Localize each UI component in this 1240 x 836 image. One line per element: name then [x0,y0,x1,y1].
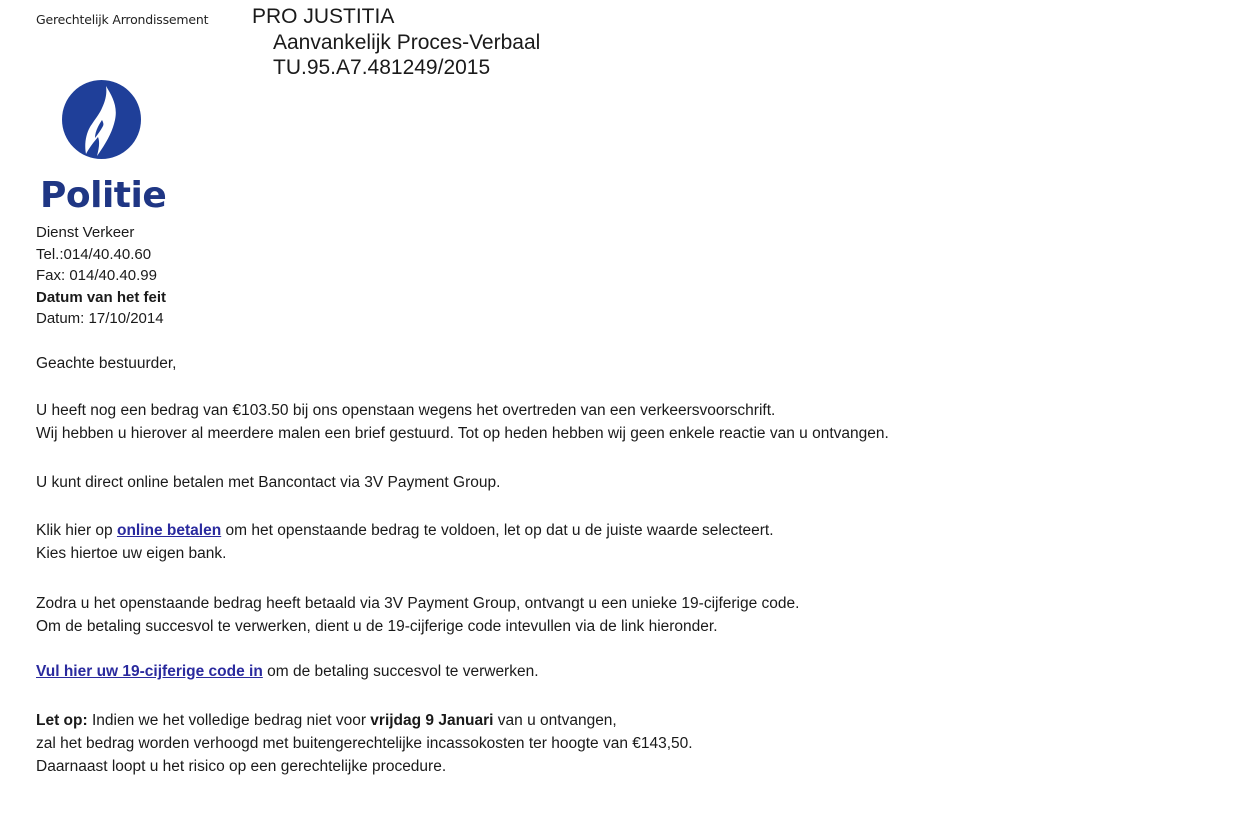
text: Indien we het volledige bedrag niet voor [87,712,371,729]
paragraph-warning [36,709,693,778]
politie-wordmark: Politie [40,175,167,216]
warning-label: Let op: [36,712,88,729]
paragraph-line: Zodra u het openstaande bedrag heeft betaald via 3V Payment Group, ontvangt u een unieke 19-cijferige code. [36,595,800,612]
fax: Fax: 014/40.40.99 [36,267,157,284]
telephone: Tel.:014/40.40.60 [36,245,152,263]
text-suffix: om de betaling succesvol te verwerken. [262,663,539,680]
deadline-date: vrijdag 9 Januari [370,712,494,729]
paragraph-line: U heeft nog een bedrag van €103.50 bij ons openstaan wegens het overtreden van een verkeersvoorschrift. [36,402,776,419]
paragraph-enter-code [36,660,539,683]
paragraph-line: Kies hiertoe uw eigen bank. [36,545,227,562]
paragraph-payment-method [36,471,500,494]
arrondissement-label: Gerechtelijk Arrondissement [36,12,209,27]
paragraph-line [36,709,693,732]
enter-code-link: Vul hier uw 19-cijferige code in [36,663,263,680]
salutation: Geachte bestuurder, [36,355,177,372]
paragraph-outstanding-amount [36,399,889,445]
paragraph-code-info [36,592,799,638]
paragraph-line: Wij hebben u hierover al meerdere malen een brief gestuurd. Tot op heden hebben wij geen enkele reactie van u ontvangen. [36,425,889,442]
paragraph-line: Daarnaast loopt u het risico op een gerechtelijke procedure. [36,758,447,775]
department: Dienst Verkeer [36,224,135,241]
reference-number: TU.95.A7.481249/2015 [273,56,491,79]
paragraph-line [36,660,539,683]
paragraph-line [36,519,774,542]
text-suffix: om het openstaande bedrag te voldoen, let op dat u de juiste waarde selecteert. [221,522,774,539]
pro-justitia-heading: PRO JUSTITIA [252,5,395,28]
contact-block [36,222,166,330]
paragraph-line: Om de betaling succesvol te verwerken, dient u de 19-cijferige code intevullen via de link hieronder. [36,618,718,635]
police-logo [62,80,141,159]
fact-date: Datum: 17/10/2014 [36,310,164,327]
paragraph-pay-online [36,519,774,565]
document-type: Aanvankelijk Proces-Verbaal [273,31,541,54]
paragraph-line: zal het bedrag worden verhoogd met buitengerechtelijke incassokosten ter hoogte van €143,50. [36,735,693,752]
fact-date-heading: Datum van het feit [36,288,167,306]
paragraph-line: U kunt direct online betalen met Bancontact via 3V Payment Group. [36,474,501,491]
online-betalen-link: online betalen [116,522,222,539]
text-prefix: Klik hier op [36,522,117,539]
text: van u ontvangen, [493,712,617,729]
flame-icon [62,80,141,159]
